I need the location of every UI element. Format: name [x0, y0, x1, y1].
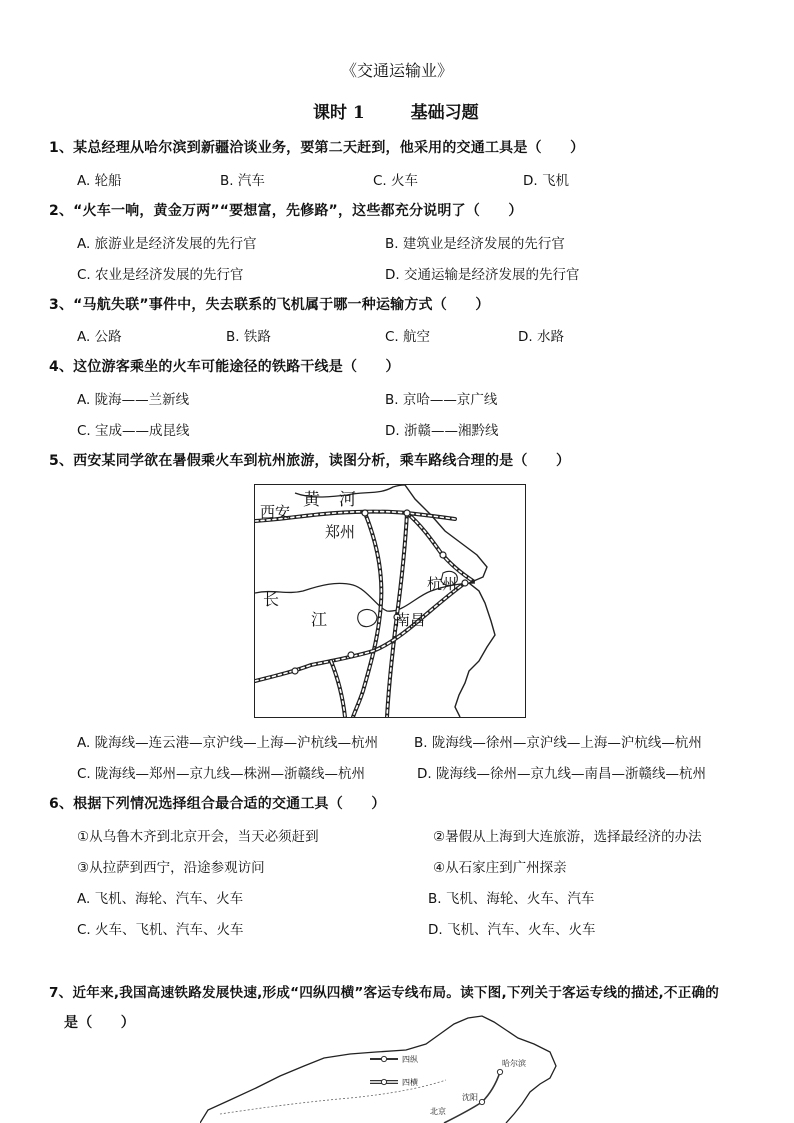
document-title: 《交通运输业》	[340, 61, 453, 80]
question-2-stem: 2、“火车一响，黄金万两”“要想富，先修路”，这些都充分说明了（ ）	[49, 203, 523, 219]
question-3-option-d[interactable]: D. 水路	[518, 329, 564, 345]
question-1-stem: 1、某总经理从哈尔滨到新疆洽谈业务，要第二天赶到，他采用的交通工具是（ ）	[49, 140, 585, 156]
lake	[358, 610, 377, 627]
question-6-option-b[interactable]: B. 飞机、海轮、火车、汽车	[428, 891, 595, 907]
question-5-option-d[interactable]: D. 陇海线—徐州—京九线—南昌—浙赣线—杭州	[417, 766, 706, 782]
label-shenyang: 沈阳	[462, 1093, 478, 1102]
label-nanchang: 南昌	[395, 611, 426, 629]
city-harbin	[497, 1069, 502, 1074]
railway-map	[254, 484, 526, 718]
question-4-stem: 4、这位游客乘坐的火车可能途径的铁路干线是（ ）	[49, 359, 400, 375]
question-2-option-a[interactable]: A. 旅游业是经济发展的先行官	[77, 236, 257, 252]
station-zhuzhou	[348, 652, 354, 658]
legend-marker	[381, 1079, 386, 1084]
legend-marker	[381, 1056, 386, 1061]
question-5-option-b[interactable]: B. 陇海线—徐州—京沪线—上海—沪杭线—杭州	[414, 735, 702, 751]
question-6-stem: 6、根据下列情况选择组合最合适的交通工具（ ）	[49, 796, 386, 812]
station-xuzhou	[404, 510, 410, 516]
label-yangtze: 长	[263, 590, 280, 609]
station-zhengzhou	[362, 510, 368, 516]
question-2-option-b[interactable]: B. 建筑业是经济发展的先行官	[385, 236, 565, 252]
question-6-option-a[interactable]: A. 飞机、海轮、汽车、火车	[77, 891, 244, 907]
question-1-option-a[interactable]: A. 轮船	[77, 173, 122, 189]
question-2-option-c[interactable]: C. 农业是经济发展的先行官	[77, 267, 244, 283]
railway-lines	[255, 512, 473, 718]
question-6-option-d[interactable]: D. 飞机、汽车、火车、火车	[428, 922, 596, 938]
question-5-option-a[interactable]: A. 陇海线—连云港—京沪线—上海—沪杭线—杭州	[77, 735, 379, 751]
document-subtitle	[313, 98, 479, 123]
question-5-stem: 5、西安某同学欲在暑假乘火车到杭州旅游，读图分析，乘车路线合理的是（ ）	[49, 453, 571, 469]
question-6-item-2: ②暑假从上海到大连旅游，选择最经济的办法	[433, 829, 702, 845]
legend-label-siheng: 四横	[402, 1078, 418, 1087]
question-3-option-c[interactable]: C. 航空	[385, 329, 431, 345]
question-2-option-d[interactable]: D. 交通运输是经济发展的先行官	[385, 267, 580, 283]
lesson-topic: 基础习题	[410, 103, 479, 123]
lesson-label: 课时 1	[313, 103, 365, 123]
question-1-option-b[interactable]: B. 汽车	[220, 173, 265, 189]
station-hangzhou	[462, 580, 468, 586]
china-outline	[200, 1016, 556, 1123]
question-3-stem: 3、“马航失联”事件中，失去联系的飞机属于哪一种运输方式（ ）	[49, 297, 490, 313]
station-junction	[440, 552, 446, 558]
label-zhengzhou: 郑州	[325, 523, 356, 541]
question-6-item-1: ①从乌鲁木齐到北京开会，当天必须赶到	[77, 829, 319, 845]
question-6-item-3: ③从拉萨到西宁，沿途参观访问	[77, 860, 265, 876]
label-yangtze: 江	[311, 610, 328, 629]
station-junction	[292, 668, 298, 674]
question-3-option-a[interactable]: A. 公路	[77, 329, 122, 345]
label-beijing: 北京	[430, 1107, 446, 1116]
question-4-option-a[interactable]: A. 陇海——兰新线	[77, 392, 190, 408]
question-5-option-c[interactable]: C. 陇海线—郑州—京九线—株洲—浙赣线—杭州	[77, 766, 366, 782]
city-shenyang	[479, 1099, 484, 1104]
question-6-option-c[interactable]: C. 火车、飞机、汽车、火车	[77, 922, 244, 938]
question-4-option-b[interactable]: B. 京哈——京广线	[385, 392, 498, 408]
question-4-option-d[interactable]: D. 浙赣——湘黔线	[385, 423, 499, 439]
label-xian: 西安	[260, 503, 291, 521]
question-3-option-b[interactable]: B. 铁路	[226, 329, 271, 345]
label-harbin: 哈尔滨	[502, 1059, 526, 1068]
label-hangzhou: 杭州	[427, 575, 458, 593]
question-6-item-4: ④从石家庄到广州探亲	[433, 860, 567, 876]
question-7-stem-cont: 是（ ）	[64, 1015, 135, 1031]
legend-label-sizong: 四纵	[402, 1055, 418, 1064]
label-yellow-river: 黄	[303, 490, 320, 510]
railway-map-drawing	[255, 485, 525, 717]
label-yellow-river: 河	[339, 490, 356, 510]
question-1-option-d[interactable]: D. 飞机	[523, 173, 569, 189]
question-4-option-c[interactable]: C. 宝成——成昆线	[77, 423, 190, 439]
question-7-stem: 7、近年来,我国高速铁路发展快速,形成“四纵四横”客运专线布局。读下图,下列关于客运专线的描述,不正确的	[49, 985, 720, 1001]
question-1-option-c[interactable]: C. 火车	[373, 173, 419, 189]
high-speed-rail-map	[200, 1014, 600, 1123]
